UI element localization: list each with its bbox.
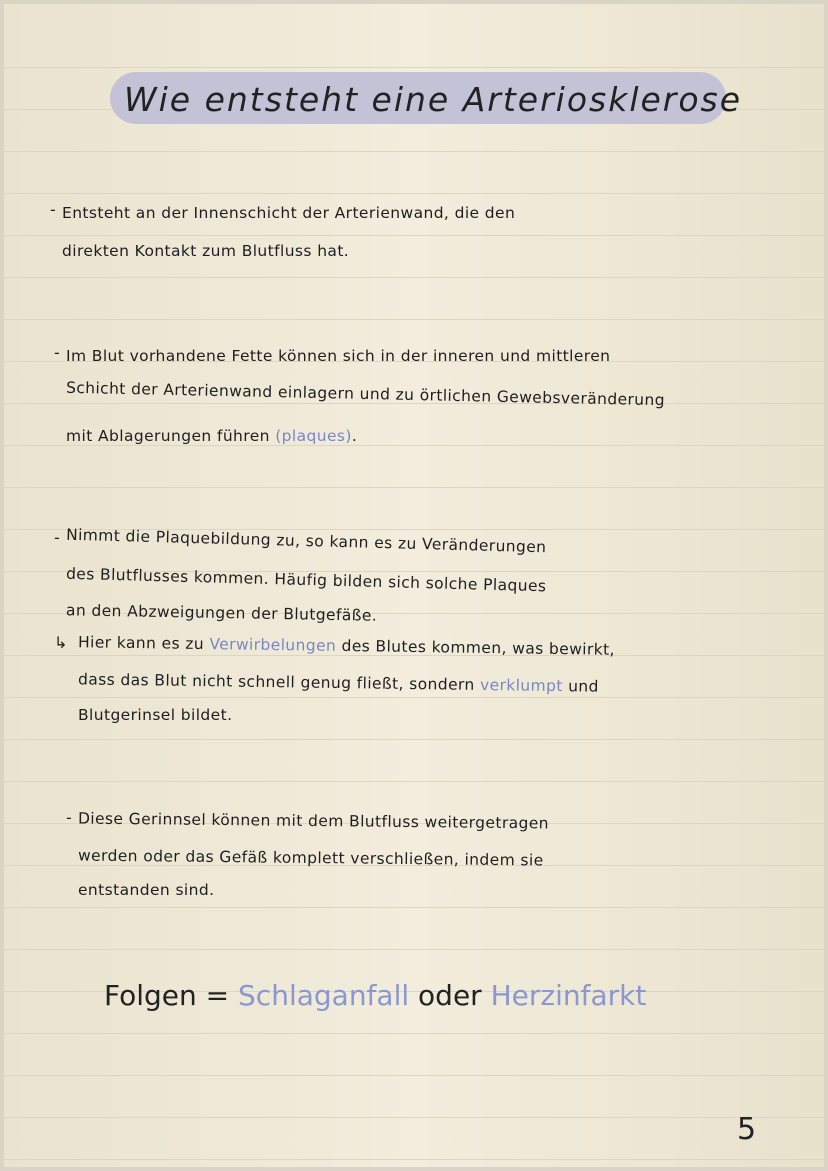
note-line xyxy=(78,881,214,899)
highlighted-term: Verwirbelungen xyxy=(209,635,337,655)
note-line xyxy=(78,633,615,658)
text-segment: des Blutflusses kommen. Häufig bilden sich solche Plaques xyxy=(65,564,547,596)
note-line xyxy=(62,204,515,222)
text-segment: Im Blut vorhandene Fette können sich in der inneren und mittleren xyxy=(66,347,611,365)
equals-sign: = xyxy=(196,979,239,1012)
note-line xyxy=(66,379,665,410)
highlighted-term: (plaques) xyxy=(275,427,352,445)
page-title: Wie entsteht eine Arteriosklerose xyxy=(124,80,743,119)
text-segment: Nimmt die Plaquebildung zu, so kann es zu Veränderungen xyxy=(65,525,547,557)
text-segment: . xyxy=(351,427,358,445)
note-line xyxy=(78,810,549,833)
text-segment: entstanden sind. xyxy=(78,881,215,899)
consequence-heart-attack: Herzinfarkt xyxy=(490,979,647,1012)
note-line xyxy=(66,526,547,557)
text-segment: Diese Gerinnsel können mit dem Blutfluss weitergetragen xyxy=(77,809,550,833)
note-line xyxy=(66,427,357,445)
note-line xyxy=(78,670,599,695)
text-segment: und xyxy=(562,677,599,696)
consequence-stroke: Schlaganfall xyxy=(238,979,410,1012)
bullet-dash: - xyxy=(66,808,72,827)
text-segment: mit Ablagerungen führen xyxy=(66,427,276,445)
text-segment: dass das Blut nicht schnell genug fließt, sondern xyxy=(77,670,481,694)
note-line xyxy=(66,347,610,365)
text-segment: Blutgerinsel bildet. xyxy=(78,706,233,724)
text-segment: des Blutes kommen, was bewirkt, xyxy=(336,636,616,659)
text-segment: Hier kann es zu xyxy=(77,633,210,654)
note-line xyxy=(66,601,377,624)
arrow-icon: ↳ xyxy=(54,633,68,652)
bullet-dash: - xyxy=(54,528,60,547)
text-segment: direkten Kontakt zum Blutfluss hat. xyxy=(62,242,350,260)
bullet-dash: - xyxy=(50,200,56,219)
note-line xyxy=(78,847,544,870)
or-word: oder xyxy=(409,979,491,1012)
notebook-page xyxy=(4,4,824,1167)
consequences-line xyxy=(104,979,646,1012)
note-line xyxy=(62,242,349,260)
consequences-label: Folgen xyxy=(104,979,197,1012)
text-segment: werden oder das Gefäß komplett verschließen, indem sie xyxy=(77,846,544,870)
highlighted-term: verklumpt xyxy=(479,675,563,696)
bullet-dash: - xyxy=(54,343,60,362)
note-line xyxy=(66,565,547,596)
text-segment: Entsteht an der Innenschicht der Arterienwand, die den xyxy=(62,204,516,222)
text-segment: Schicht der Arterienwand einlagern und zu örtlichen Gewebsveränderung xyxy=(65,378,666,410)
page-number: 5 xyxy=(737,1112,757,1147)
text-segment: an den Abzweigungen der Blutgefäße. xyxy=(65,601,378,625)
note-line xyxy=(78,706,232,724)
